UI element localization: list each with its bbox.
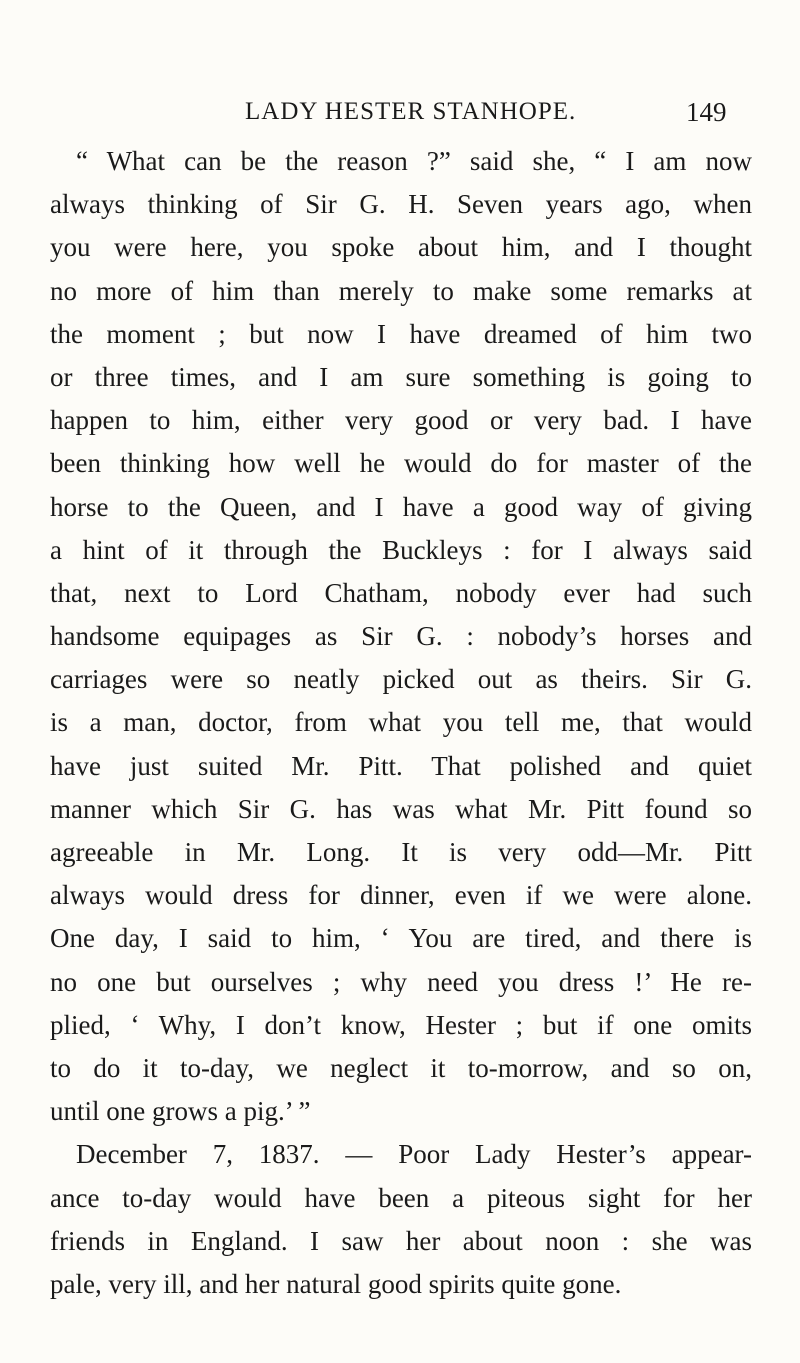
text-line: no more of him than merely to make some remarks at [50, 275, 752, 306]
text-line: until one grows a pig.’ ” [50, 1096, 311, 1127]
text-line: the moment ; but now I have dreamed of him two [50, 318, 752, 349]
text-line: is a man, doctor, from what you tell me, that would [50, 707, 752, 738]
text-line: “ What can be the reason ?” said she, “ I am now [76, 146, 752, 176]
text-line: no one but ourselves ; why need you dress !’ He re- [50, 966, 752, 997]
text-line: always thinking of Sir G. H. Seven years ago, when [50, 189, 752, 220]
text-line: or three times, and I am sure something is going to [50, 361, 752, 392]
text-line: handsome equipages as Sir G. : nobody’s horses and [50, 621, 752, 652]
text-line: that, next to Lord Chatham, nobody ever had such [50, 577, 752, 608]
page-number: 149 [686, 97, 727, 127]
body-text [50, 140, 752, 1306]
text-line: December 7, 1837. — Poor Lady Hester’s appear- [76, 1139, 752, 1170]
text-line: always would dress for dinner, even if we were alone. [50, 880, 752, 911]
text-line: manner which Sir G. has was what Mr. Pitt found so [50, 793, 752, 824]
running-head: LADY HESTER STANHOPE. [245, 98, 577, 125]
text-line: been thinking how well he would do for master of the [50, 448, 752, 479]
text-line: horse to the Queen, and I have a good way of giving [50, 491, 752, 522]
text-line: to do it to-day, we neglect it to-morrow, and so on, [50, 1052, 752, 1083]
text-line: carriages were so neatly picked out as theirs. Sir G. [50, 664, 752, 695]
text-line: plied, ‘ Why, I don’t know, Hester ; but if one omits [50, 1009, 752, 1040]
text-line: agreeable in Mr. Long. It is very odd—Mr. Pitt [50, 837, 752, 867]
text-line: pale, very ill, and her natural good spirits quite gone. [50, 1268, 622, 1299]
text-line: a hint of it through the Buckleys : for I always said [50, 534, 752, 565]
text-line: happen to him, either very good or very bad. I have [50, 405, 752, 436]
text-line: ance to-day would have been a piteous sight for her [50, 1182, 752, 1213]
text-line: you were here, you spoke about him, and I thought [50, 232, 752, 263]
text-line: friends in England. I saw her about noon : she was [50, 1225, 752, 1256]
text-line: have just suited Mr. Pitt. That polished and quiet [50, 750, 752, 781]
text-line: One day, I said to him, ‘ You are tired, and there is [50, 923, 752, 954]
